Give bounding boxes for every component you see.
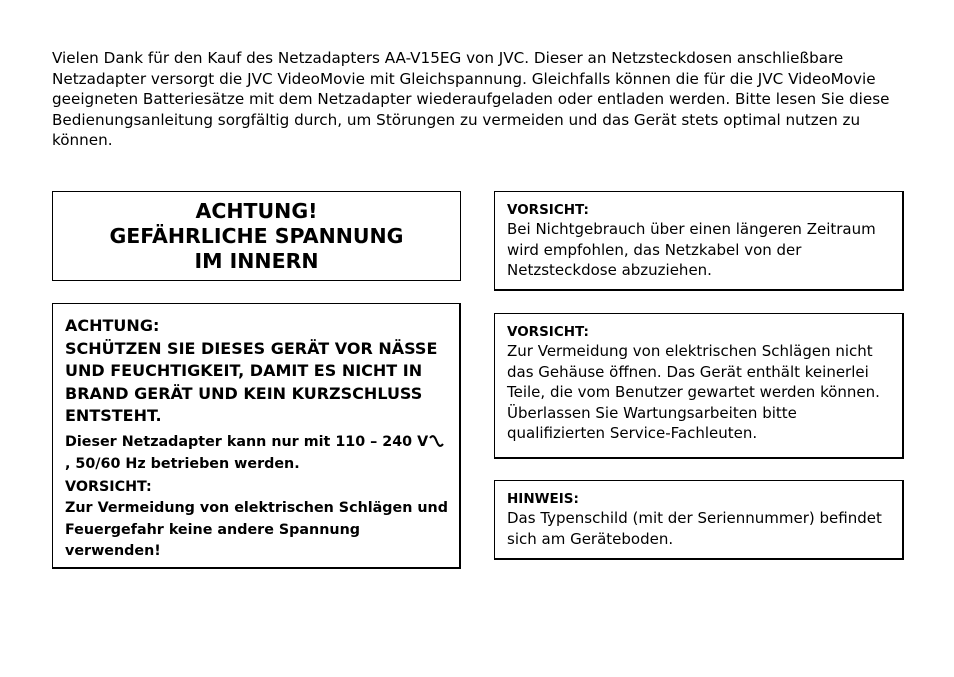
unplug-caution-box xyxy=(494,191,904,291)
unplug-caution-label: VORSICHT: xyxy=(507,202,589,218)
danger-voltage-box xyxy=(52,191,461,281)
intro-paragraph: Vielen Dank für den Kauf des Netzadapters AA-V15EG von JVC. Dieser an Netzsteckdosen anschließbare Netzadapter versorgt die JVC VideoMovie mit Gleichspannung. Gleichfalls können die für die JVC VideoMovie geeigneten Batteriesätze mit dem Netzadapter wiederaufgeladen oder entladen werden. Bitte lesen Sie diese Bedienungsanleitung sorgfältig durch, um Störungen zu vermeiden und das Gerät stets optimal nutzen zu können. xyxy=(52,49,890,149)
housing-caution-box xyxy=(494,313,904,459)
caution-label: VORSICHT: xyxy=(65,478,152,495)
warning-label: ACHTUNG: xyxy=(65,316,160,335)
moisture-warning-box xyxy=(52,303,461,569)
danger-title-line2: GEFÄHRLICHE SPANNUNG xyxy=(109,223,404,248)
nameplate-note-box xyxy=(494,480,904,560)
voltage-text-before: Dieser Netzadapter kann nur mit 110 – 240 V xyxy=(65,433,429,450)
voltage-text-after: , 50/60 Hz betrieben werden. xyxy=(65,456,300,472)
voltage-notice xyxy=(65,432,449,476)
danger-title-line3: IM INNERN xyxy=(194,248,319,273)
unplug-caution-text: Bei Nichtgebrauch über einen längeren Zeitraum wird empfohlen, das Netzkabel von der Netzsteckdose abzuziehen. xyxy=(507,220,876,280)
housing-caution-text: Zur Vermeidung von elektrischen Schlägen nicht das Gehäuse öffnen. Das Gerät enthält keinerlei Teile, die vom Benutzer gewartet werden können. Überlassen Sie Wartungsarbeiten bitte qualifizierten Service-Fachleuten. xyxy=(507,342,880,443)
note-text: Das Typenschild (mit der Seriennummer) befindet sich am Geräteboden. xyxy=(507,509,882,548)
note-label: HINWEIS: xyxy=(507,491,579,507)
warning-heading: SCHÜTZEN SIE DIESES GERÄT VOR NÄSSE UND FEUCHTIGKEIT, DAMIT ES NICHT IN BRAND GERÄT UND KEIN KURZSCHLUSS ENTSTEHT. xyxy=(65,338,438,425)
ac-wave-icon xyxy=(429,433,444,455)
housing-caution-label: VORSICHT: xyxy=(507,324,589,340)
caution-text: Zur Vermeidung von elektrischen Schlägen und Feuergefahr keine andere Spannung verwenden! xyxy=(65,500,448,559)
danger-title-line1: ACHTUNG! xyxy=(195,198,318,223)
